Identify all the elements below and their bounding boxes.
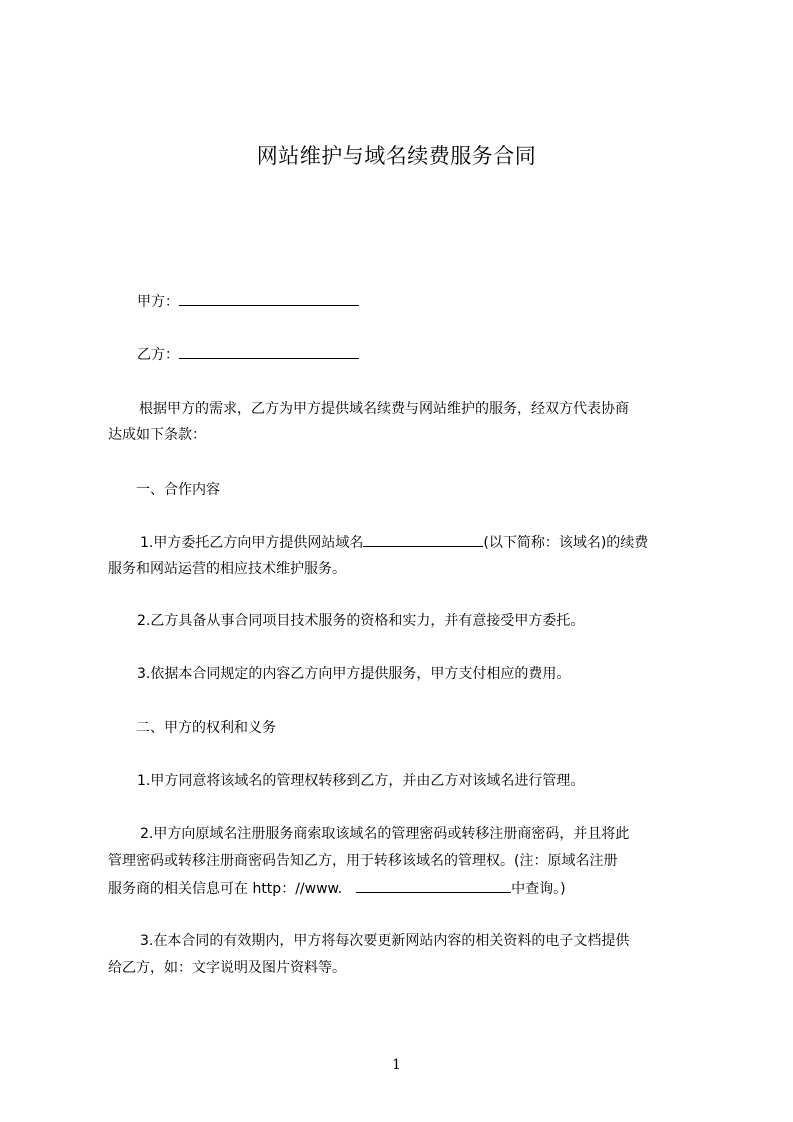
page-number: 1	[392, 1057, 401, 1073]
domain-name-blank	[363, 532, 483, 547]
party-a-line	[137, 291, 359, 312]
intro-line-1: 根据甲方的需求，乙方为甲方提供域名续费与网站维护的服务，经双方代表协商	[139, 401, 629, 417]
section-2-item-2-line-1: 2.甲方向原域名注册服务商索取该域名的管理密码或转移注册商密码，并且将此	[140, 826, 630, 842]
party-b-blank	[179, 344, 359, 359]
party-a-label: 甲方：	[137, 294, 179, 310]
registrar-info-prefix: 服务商的相关信息可在 http：//www.	[108, 881, 343, 897]
section-1-item-1-line-1	[140, 532, 648, 553]
registrar-url-blank	[356, 878, 511, 893]
intro-line-2: 达成如下条款：	[108, 427, 206, 443]
section-1-item-1-line-2: 服务和网站运营的相应技术维护服务。	[108, 561, 346, 577]
domain-item-suffix: (以下简称：该域名)的续费	[483, 535, 649, 551]
section-2-heading: 二、甲方的权利和义务	[136, 720, 276, 736]
section-2-item-1: 1.甲方同意将该域名的管理权转移到乙方，并由乙方对该域名进行管理。	[137, 773, 585, 789]
section-2-item-3-line-1: 3.在本合同的有效期内，甲方将每次要更新网站内容的相关资料的电子文档提供	[140, 933, 630, 949]
section-1-item-2: 2.乙方具备从事合同项目技术服务的资格和实力，并有意接受甲方委托。	[137, 613, 585, 629]
party-b-label: 乙方：	[137, 347, 179, 363]
registrar-info-suffix: 中查询。)	[511, 881, 566, 897]
domain-item-prefix: 1.甲方委托乙方向甲方提供网站域名	[140, 535, 364, 551]
section-2-item-3-line-2: 给乙方，如：文字说明及图片资料等。	[108, 960, 346, 976]
party-a-blank	[179, 291, 359, 306]
section-1-heading: 一、合作内容	[136, 482, 220, 498]
section-2-item-2-line-3	[108, 878, 566, 899]
party-b-line	[137, 344, 359, 365]
section-1-item-3: 3.依据本合同规定的内容乙方向甲方提供服务，甲方支付相应的费用。	[137, 666, 571, 682]
section-2-item-2-line-2: 管理密码或转移注册商密码告知乙方，用于转移该域名的管理权。(注：原域名注册	[108, 853, 618, 869]
page-title: 网站维护与域名续费服务合同	[256, 144, 537, 168]
